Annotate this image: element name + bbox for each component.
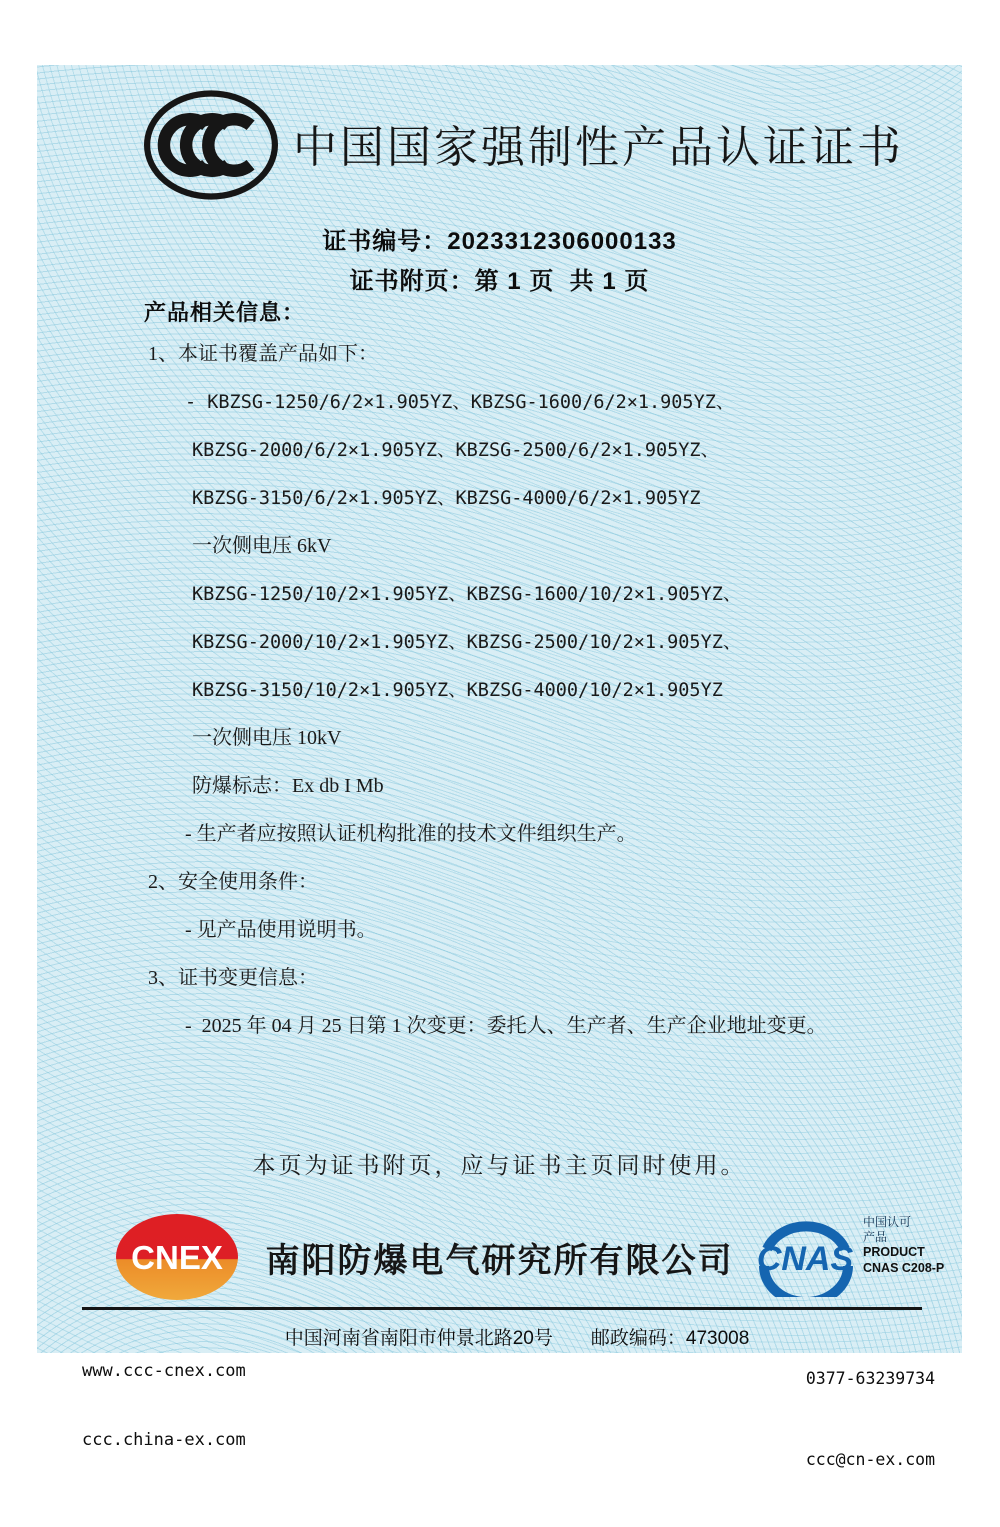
footer-divider — [82, 1307, 922, 1310]
section-title-product-info: 产品相关信息： — [144, 300, 306, 325]
product-info-line: 防爆标志：Ex db I Mb — [192, 775, 384, 797]
address-text: 中国河南省南阳市仲景北路20号 — [284, 1328, 553, 1349]
product-info-line: KBZSG-1250/10/2×1.905YZ、KBZSG-1600/10/2×1.905YZ、 — [192, 584, 742, 605]
product-info-line: 3、证书变更信息： — [148, 967, 318, 989]
cnas-accreditation-block — [749, 1215, 949, 1305]
phone-number: 0377-63239734 — [805, 1369, 935, 1388]
cnas-logo-icon — [749, 1219, 861, 1297]
website-china-ex: ccc.china-ex.com — [82, 1430, 246, 1450]
attachment-page-line: 证书附页：第 1 页 共 1 页 — [349, 268, 650, 295]
product-info-line: KBZSG-3150/10/2×1.905YZ、KBZSG-4000/10/2×1.905YZ — [192, 680, 723, 701]
product-info-line: - 见产品使用说明书。 — [185, 919, 377, 941]
product-info-line: KBZSG-3150/6/2×1.905YZ、KBZSG-4000/6/2×1.905YZ — [192, 488, 701, 509]
product-info-line: - 2025 年 04 月 25 日第 1 次变更：委托人、生产者、生产企业地址变更。 — [185, 1015, 827, 1037]
cnas-logo-text: CNAS — [756, 1240, 854, 1278]
certificate-number: 证书编号：2023312306000133 — [322, 228, 677, 255]
website-ccc-cnex: www.ccc-cnex.com — [82, 1361, 246, 1381]
postal-code: 邮政编码：473008 — [590, 1328, 750, 1349]
product-info-line: 一次侧电压 10kV — [192, 727, 342, 749]
product-info-line: 2、安全使用条件： — [148, 871, 318, 893]
footer-contact — [737, 1311, 935, 1527]
product-info-line: 一次侧电压 6kV — [192, 535, 332, 557]
ccc-logo-icon — [140, 89, 282, 201]
footer-websites — [82, 1314, 246, 1498]
address-gap — [553, 1328, 591, 1349]
product-info-line: 1、本证书覆盖产品如下： — [148, 343, 378, 365]
cnas-en-product: PRODUCT — [863, 1245, 925, 1259]
attachment-usage-note: 本页为证书附页，应与证书主页同时使用。 — [252, 1153, 747, 1178]
certificate-title: 中国国家强制性产品认证证书 — [293, 123, 904, 172]
cnex-logo-text: CNEX — [131, 1239, 223, 1276]
issuer-company-name: 南阳防爆电气研究所有限公司 — [265, 1242, 734, 1280]
product-info-line: KBZSG-2000/6/2×1.905YZ、KBZSG-2500/6/2×1.905YZ、 — [192, 440, 720, 461]
cnas-side-text — [863, 1215, 953, 1276]
cnas-cn-line1: 中国认可 — [863, 1215, 912, 1229]
product-info-line: - 生产者应按照认证机构批准的技术文件组织生产。 — [185, 823, 637, 845]
email-address: ccc@cn-ex.com — [805, 1450, 935, 1469]
product-info-list — [148, 344, 938, 1064]
product-info-line: - KBZSG-1250/6/2×1.905YZ、KBZSG-1600/6/2×1.905YZ、 — [185, 392, 735, 413]
certificate-sheet — [37, 65, 962, 1469]
cnas-cn-line2: 产品 — [863, 1230, 888, 1244]
cnas-en-code: CNAS C208-P — [863, 1260, 945, 1275]
footer-address — [237, 1323, 797, 1350]
product-info-line: KBZSG-2000/10/2×1.905YZ、KBZSG-2500/10/2×1.905YZ、 — [192, 632, 742, 653]
